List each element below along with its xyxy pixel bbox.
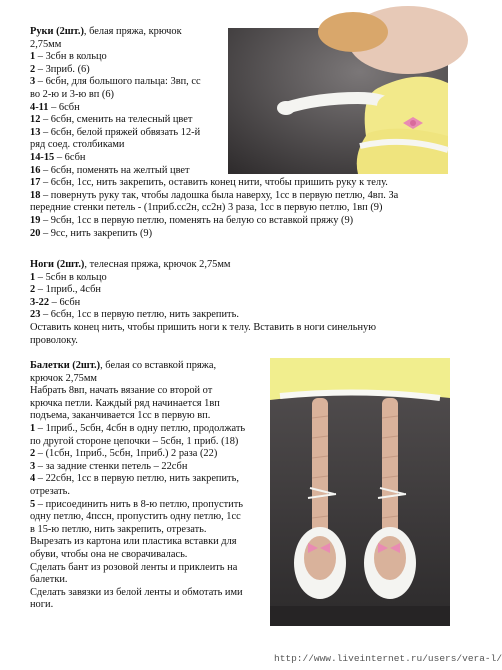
legs-line [30,272,376,285]
instruction-text: , белая со вставкой пряжа, [100,360,217,371]
arms-line [30,190,398,203]
instruction-text: подъема, заканчивается 1сс в первую вп. [30,410,211,422]
legs-line [30,259,376,272]
instruction-text: отрезать. [30,485,70,497]
instruction-text: проволоку. [30,334,78,346]
row-marker: Балетки (2шт.) [30,360,101,371]
row-marker: 18 [30,189,41,201]
arms-line [30,165,398,178]
row-marker: 3 [30,76,36,88]
instruction-text: Вырезать из картона или пластика вставки для [30,536,237,548]
legs-line [30,335,376,348]
instruction-text: – 6сбн, поменять на желтый цвет [40,164,190,176]
arms-line [30,39,398,52]
arms-line [30,89,398,102]
instruction-text: – 5сбн в кольцо [35,271,107,283]
instruction-text: – 22сбн, 1сс в первую петлю, нить закрепить, [35,473,239,485]
row-marker: 1 [30,422,36,434]
row-marker: 3 [30,460,36,472]
shoes-line [30,448,245,461]
legs-line [30,284,376,297]
instruction-text: крючка петли. Каждый ряд начинается 1вп [30,397,220,409]
instruction-text: ноги. [30,599,54,611]
shoes-section [30,360,245,612]
row-marker: 12 [30,114,41,126]
instruction-text: одну петлю, 4пссн, пропустить одну петлю, 1сс [30,511,241,523]
source-watermark: http://www.liveinternet.ru/users/vera-l/ [274,653,502,664]
row-marker: 5 [30,498,36,510]
shoes-line [30,549,245,562]
instruction-text: балетки. [30,574,68,586]
shoes-line [30,574,245,587]
shoes-line [30,410,245,423]
shoes-line [30,360,245,373]
instruction-text: в 15-ю петлю, нить закрепить, отрезать. [30,523,207,535]
arms-line [30,102,398,115]
instruction-text: – 9сбн, 1сс в первую петлю, поменять на белую со вставкой пряжу (9) [40,214,354,226]
instruction-text: – 6сбн, 1сс в первую петлю, нить закрепить. [40,309,239,321]
instruction-text: – 6сбн, белой пряжей обвязать 12-й [40,126,201,138]
instruction-text: Сделать бант из розовой ленты и приклеить на [30,561,238,573]
instruction-text: , белая пряжа, крючок [83,26,182,37]
instruction-text: – 6сбн, сменить на телесный цвет [40,114,193,126]
arms-line [30,215,398,228]
ballet-shoes-photo [270,358,450,626]
shoes-line [30,473,245,486]
instruction-text: Сделать завязки из белой ленты и обмотать ими [30,586,243,598]
arms-line [30,228,398,241]
arms-line [30,177,398,190]
arms-line [30,139,398,152]
shoes-line [30,499,245,512]
shoes-line [30,385,245,398]
instruction-text: крючок 2,75мм [30,372,98,384]
arms-line [30,26,398,39]
row-marker: 1 [30,51,36,63]
arms-line [30,202,398,215]
instruction-text: передние стенки петель - (1приб.сс2н, сс2н) 3 раза, 1сс в первую петлю, 1вп (9) [30,202,383,214]
shoes-line [30,461,245,474]
row-marker: 17 [30,177,41,189]
instruction-text: – 1приб., 5сбн, 4сбн в одну петлю, продолжать [35,422,246,434]
shoes-line [30,486,245,499]
instruction-text: – 9сс, нить закрепить (9) [40,227,153,239]
arms-line [30,51,398,64]
arms-line [30,152,398,165]
row-marker: 2 [30,448,36,460]
instruction-text: – 6сбн [49,296,81,308]
shoes-line [30,524,245,537]
row-marker: 13 [30,126,41,138]
instruction-text: ряд соед. столбиками [30,139,125,151]
instruction-text: – 6сбн [54,151,86,163]
shoes-line [30,436,245,449]
arms-line [30,76,398,89]
shoes-line [30,511,245,524]
shoes-line [30,587,245,600]
legs-line [30,297,376,310]
legs-section [30,259,376,347]
shoes-line [30,562,245,575]
instruction-text: – присоединить нить в 8-ю петлю, пропустить [35,498,243,510]
row-marker: 4-11 [30,101,49,113]
instruction-text: обуви, чтобы она не сворачивалась. [30,548,188,560]
row-marker: 4 [30,473,36,485]
row-marker: Ноги (2шт.) [30,259,85,270]
instruction-text: во 2-ю и 3-ю вп (6) [30,88,114,100]
shoes-line [30,398,245,411]
instruction-text: Оставить конец нить, чтобы пришить ноги к телу. Вставить в ноги синельную [30,321,376,333]
row-marker: 23 [30,309,41,321]
row-marker: Руки (2шт.) [30,26,84,37]
shoes-line [30,423,245,436]
instruction-text: , телесная пряжа, крючок 2,75мм [84,259,231,270]
instruction-text: 2,75мм [30,38,62,50]
shoes-line [30,536,245,549]
arms-line [30,127,398,140]
arms-section [30,26,398,240]
instruction-text: – 3сбн в кольцо [35,51,107,63]
instruction-text: – 6сбн [48,101,80,113]
row-marker: 2 [30,284,36,296]
instruction-text: – (1сбн, 1приб., 5сбн, 1приб.) 2 раза (22) [35,448,218,460]
instruction-text: – 6сбн, для большого пальца: 3вп, сс [35,76,201,88]
arms-line [30,114,398,127]
shoes-line [30,373,245,386]
row-marker: 20 [30,227,41,239]
legs-line [30,309,376,322]
row-marker: 14-15 [30,151,55,163]
row-marker: 1 [30,271,36,283]
instruction-text: – повернуть руку так, чтобы ладошка была наверху, 1сс в первую петлю, 4вп. За [40,189,399,201]
row-marker: 16 [30,164,41,176]
legs-line [30,322,376,335]
row-marker: 19 [30,214,41,226]
row-marker: 2 [30,63,36,75]
arms-line [30,64,398,77]
row-marker: 3-22 [30,296,50,308]
instruction-text: – 1приб., 4сбн [35,284,101,296]
instruction-text: – 6сбн, 1сс, нить закрепить, оставить конец нити, чтобы пришить руку к телу. [40,177,388,189]
instruction-text: – 3приб. (6) [35,63,90,75]
instruction-text: по другой стороне цепочки – 5сбн, 1 приб. (18) [30,435,239,447]
instruction-text: – за задние стенки петель – 22сбн [35,460,188,472]
instruction-text: Набрать 8вп, начать вязание со второй от [30,385,213,397]
shoes-line [30,599,245,612]
